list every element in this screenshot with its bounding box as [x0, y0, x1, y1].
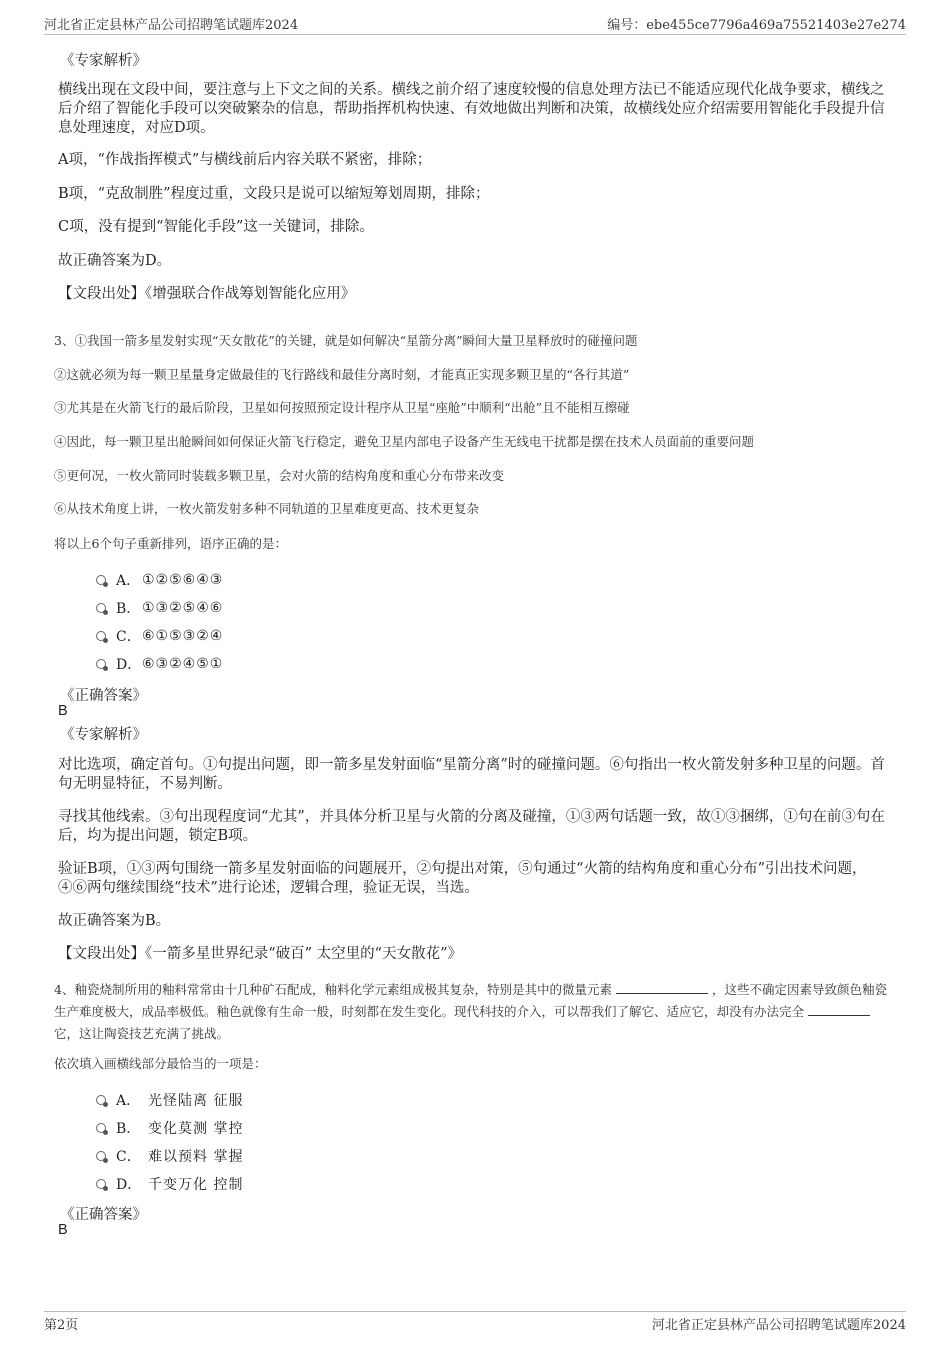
radio-icon[interactable]	[96, 1151, 106, 1161]
question-sentence-3: ③尤其是在火箭飞行的最后阶段，卫星如何按照预定设计程序从卫星“座舱”中顺利“出舱”且不能相互擦碰	[54, 400, 630, 415]
option-b[interactable]	[96, 598, 223, 618]
fill-blank-2	[808, 1003, 870, 1016]
question-sentence-6: ⑥从技术角度上讲，一枚火箭发射多种不同轨道的卫星难度更高、技术更复杂	[54, 501, 480, 516]
radio-icon[interactable]	[96, 1179, 106, 1189]
option-text: 光怪陆离 征服	[148, 1093, 244, 1109]
option-letter: D．	[116, 657, 142, 673]
option-letter: A．	[116, 573, 141, 589]
header-divider	[44, 34, 906, 35]
question-stem-part-2: ，这些不确定因素导致颜色釉瓷生产难度极大，成品率极低。釉色就像有生命一般，时刻都在发生变化。现代科技的介入，可以帮我们了解它、适应它，却没有办法完全	[54, 982, 887, 1019]
footer-title: 河北省正定县林产品公司招聘笔试题库2024	[651, 1318, 906, 1333]
question-prompt: 依次填入画横线部分最恰当的一项是：	[54, 1056, 267, 1071]
radio-icon[interactable]	[96, 1095, 106, 1105]
radio-icon[interactable]	[96, 1123, 106, 1133]
question-stem-part-1: 4、釉瓷烧制所用的釉料常常由十几种矿石配成，釉料化学元素组成极其复杂，特别是其中的微量元素	[54, 982, 612, 997]
question-prompt: 将以上6个句子重新排列，语序正确的是：	[54, 536, 287, 551]
question-sentence-2: ②这就必须为每一颗卫星量身定做最佳的飞行路线和最佳分离时刻，才能真正实现多颗卫星的“各行其道”	[54, 367, 630, 382]
analysis-option-c: C项，没有提到“智能化手段”这一关键词，排除。	[58, 219, 374, 235]
question-sentence-1: 3、①我国一箭多星发射实现“天女散花”的关键，就是如何解决“星箭分离”瞬间大量卫星释放时的碰撞问题	[54, 333, 638, 348]
question-stem-part-3: 它，这让陶瓷技艺充满了挑战。	[54, 1026, 230, 1041]
source-citation: 【文段出处】《一箭多星世界纪录“破百” 太空里的“天女散花”》	[58, 946, 463, 962]
radio-icon[interactable]	[96, 575, 106, 585]
analysis-paragraph: 对比选项，确定首句。①句提出问题，即一箭多星发射面临“星箭分离”时的碰撞问题。⑥句指出一枚火箭发射多种卫星的问题。首句无明显特征，不易判断。	[58, 757, 885, 792]
option-text: ⑥③②④⑤①	[142, 656, 224, 672]
analysis-paragraph: 寻找其他线索。③句出现程度词“尤其”，并具体分析卫星与火箭的分离及碰撞，①③两句话题一致，故①③捆绑，①句在前③句在后，均为提出问题，锁定B项。	[58, 809, 885, 844]
question-stem	[54, 979, 892, 1045]
option-letter: C．	[116, 1149, 141, 1165]
option-text: ①③②⑤④⑥	[142, 600, 224, 616]
option-letter: A．	[116, 1093, 141, 1109]
radio-icon[interactable]	[96, 659, 106, 669]
option-letter: C．	[116, 629, 141, 645]
option-c[interactable]	[96, 626, 223, 646]
header-title: 河北省正定县林产品公司招聘笔试题库2024	[44, 18, 299, 33]
option-text: 变化莫测 掌控	[148, 1121, 244, 1137]
radio-icon[interactable]	[96, 603, 106, 613]
option-letter: B．	[116, 1121, 141, 1137]
question-sentence-4: ④因此，每一颗卫星出舱瞬间如何保证火箭飞行稳定，避免卫星内部电子设备产生无线电干扰都是摆在技术人员面前的重要问题	[54, 434, 755, 449]
option-b[interactable]	[96, 1118, 243, 1138]
answer-value: B	[58, 1222, 68, 1238]
answer-label: 《正确答案》	[60, 1207, 147, 1223]
source-citation: 【文段出处】《增强联合作战筹划智能化应用》	[58, 286, 356, 302]
radio-icon[interactable]	[96, 631, 106, 641]
option-d[interactable]	[96, 654, 223, 674]
option-c[interactable]	[96, 1146, 243, 1166]
analysis-option-a: A项，“作战指挥模式”与横线前后内容关联不紧密，排除；	[58, 152, 432, 168]
answer-label: 《正确答案》	[60, 688, 147, 704]
option-text: 难以预料 掌握	[148, 1149, 244, 1165]
answer-value: B	[58, 703, 68, 719]
fill-blank-1	[616, 981, 708, 994]
analysis-conclusion: 故正确答案为B。	[58, 913, 171, 929]
analysis-option-b: B项，“克敌制胜”程度过重，文段只是说可以缩短筹划周期，排除；	[58, 186, 490, 202]
question-sentence-5: ⑤更何况，一枚火箭同时装载多颗卫星，会对火箭的结构角度和重心分布带来改变	[54, 468, 505, 483]
footer-divider	[44, 1311, 906, 1312]
option-letter: B．	[116, 601, 141, 617]
analysis-label: 《专家解析》	[60, 727, 147, 743]
option-text: ①②⑤⑥④③	[142, 572, 224, 588]
analysis-paragraph: 横线出现在文段中间，要注意与上下文之间的关系。横线之前介绍了速度较慢的信息处理方法已不能适应现代化战争要求，横线之后介绍了智能化手段可以突破繁杂的信息，帮助指挥机构快速、有效地做出判断和决策，故横线处应介绍需要用智能化手段提升信息处理速度，对应D项。	[58, 82, 885, 136]
option-text: ⑥①⑤③②④	[142, 628, 224, 644]
analysis-conclusion: 故正确答案为D。	[58, 253, 172, 269]
option-d[interactable]	[96, 1174, 243, 1194]
option-text: 千变万化 控制	[148, 1177, 244, 1193]
option-letter: D．	[116, 1177, 142, 1193]
analysis-label: 《专家解析》	[60, 53, 147, 69]
option-a[interactable]	[96, 1090, 243, 1110]
header-id: 编号：ebe455ce7796a469a75521403e27e274	[607, 18, 906, 33]
option-a[interactable]	[96, 570, 223, 590]
analysis-paragraph: 验证B项，①③两句围绕一箭多星发射面临的问题展开，②句提出对策，⑤句通过“火箭的结构角度和重心分布”引出技术问题，④⑥两句继续围绕“技术”进行论述，逻辑合理，验证无误，当选。	[58, 861, 867, 896]
page-number: 第2页	[44, 1318, 79, 1333]
